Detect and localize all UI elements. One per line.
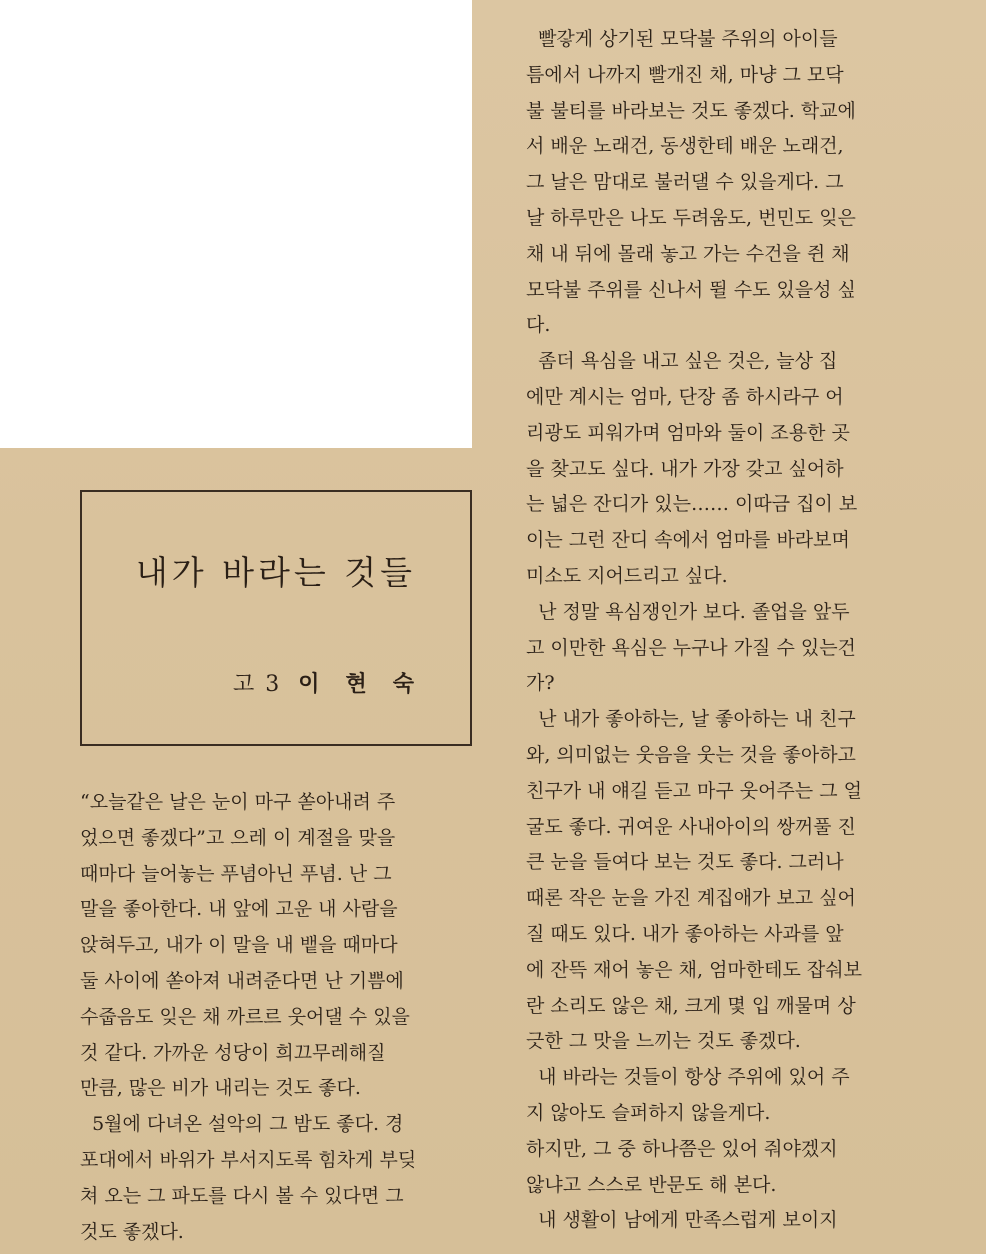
- text-line: 채 내 뒤에 몰래 놓고 가는 수건을 쥔 채: [526, 242, 850, 265]
- text-line: 난 정말 욕심쟁인가 보다. 졸업을 앞두: [526, 600, 850, 623]
- text-line: 고 이만한 욕심은 누구나 가질 수 있는건: [526, 636, 856, 659]
- text-line: 날 하루만은 나도 두려움도, 번민도 잊은: [526, 206, 856, 229]
- text-line: “오늘같은 날은 눈이 마구 쏟아내려 주: [80, 791, 396, 813]
- text-line: 만큼, 많은 비가 내리는 것도 좋다.: [80, 1077, 361, 1100]
- text-line: 에 잔뜩 재어 놓은 채, 엄마한테도 잡숴보: [526, 958, 862, 981]
- text-line: 가?: [526, 672, 555, 695]
- author-name: 이현숙: [298, 671, 440, 697]
- text-line: 이는 그런 잔디 속에서 엄마를 바라보며: [526, 529, 850, 552]
- text-line: 불 불티를 바라보는 것도 좋겠다. 학교에: [526, 99, 856, 122]
- text-line: 때론 작은 눈을 가진 계집애가 보고 싶어: [526, 887, 856, 910]
- text-line: 내 생활이 남에게 만족스럽게 보이지: [526, 1209, 838, 1232]
- text-line: 그 날은 맘대로 불러댈 수 있을게다. 그: [526, 171, 844, 194]
- text-line: 수줍음도 잊은 채 까르르 웃어댈 수 있을: [80, 1005, 410, 1028]
- text-line: 것도 좋겠다.: [80, 1220, 184, 1243]
- text-line: 와, 의미없는 웃음을 웃는 것을 좋아하고: [526, 743, 856, 766]
- text-line: 질 때도 있다. 내가 좋아하는 사과를 앞: [526, 922, 844, 945]
- text-line: 것 같다. 가까운 성당이 희끄무레해질: [80, 1041, 386, 1064]
- right-column: [526, 22, 926, 1239]
- text-line: 좀더 욕심을 내고 싶은 것은, 늘상 집: [526, 350, 838, 373]
- text-line: 큰 눈을 들여다 보는 것도 좋다. 그러나: [526, 851, 844, 874]
- text-line: 친구가 내 얘길 듣고 마구 웃어주는 그 얼: [526, 779, 862, 802]
- text-line: 않냐고 스스로 반문도 해 본다.: [526, 1173, 777, 1196]
- left-column: [80, 785, 472, 1250]
- text-line: 내 바라는 것들이 항상 주위에 있어 주: [526, 1066, 850, 1089]
- text-line: 에만 계시는 엄마, 단장 좀 하시라구 어: [526, 385, 844, 408]
- text-line: 리광도 피워가며 엄마와 둘이 조용한 곳: [526, 421, 850, 444]
- text-line: 란 소리도 않은 채, 크게 몇 입 깨물며 상: [526, 994, 856, 1017]
- text-line: 미소도 지어드리고 싶다.: [526, 564, 728, 587]
- text-line: 서 배운 노래건, 동생한테 배운 노래건,: [526, 135, 844, 158]
- blank-area: [0, 0, 472, 448]
- text-line: 5월에 다녀온 설악의 그 밤도 좋다. 경: [80, 1113, 404, 1136]
- text-line: 쳐 오는 그 파도를 다시 볼 수 있다면 그: [80, 1184, 404, 1207]
- text-line: 앉혀두고, 내가 이 말을 내 뱉을 때마다: [80, 934, 398, 957]
- article-title: 내가 바라는 것들: [135, 553, 417, 592]
- text-line: 모닥불 주위를 신나서 뛸 수도 있을성 싶: [526, 278, 856, 301]
- title-box: [80, 490, 472, 746]
- text-line: 는 넓은 잔디가 있는…… 이따금 집이 보: [526, 493, 858, 516]
- text-line: 포대에서 바위가 부서지도록 힘차게 부딪: [80, 1148, 417, 1171]
- text-line: 지 않아도 슬퍼하지 않을게다.: [526, 1101, 771, 1124]
- text-line: 빨갛게 상기된 모닥불 주위의 아이들: [526, 28, 838, 50]
- text-line: 틈에서 나까지 빨개진 채, 마냥 그 모닥: [526, 63, 844, 86]
- text-line: 하지만, 그 중 하나쯤은 있어 줘야겠지: [526, 1137, 838, 1160]
- text-line: 말을 좋아한다. 내 앞에 고운 내 사람을: [80, 898, 398, 921]
- text-line: 굴도 좋다. 귀여운 사내아이의 쌍꺼풀 진: [526, 815, 856, 838]
- text-line: 다.: [526, 314, 551, 337]
- author-line: [233, 667, 440, 698]
- author-grade: 고 3: [232, 672, 282, 697]
- text-line: 었으면 좋겠다”고 으레 이 계절을 맞을: [80, 826, 396, 849]
- text-line: 을 찾고도 싶다. 내가 가장 갖고 싶어하: [526, 457, 844, 480]
- text-line: 긋한 그 맛을 느끼는 것도 좋겠다.: [526, 1030, 801, 1053]
- text-line: 둘 사이에 쏟아져 내려준다면 난 기쁨에: [80, 969, 404, 992]
- text-line: 때마다 늘어놓는 푸념아닌 푸념. 난 그: [80, 862, 392, 885]
- text-line: 난 내가 좋아하는, 날 좋아하는 내 친구: [526, 708, 856, 731]
